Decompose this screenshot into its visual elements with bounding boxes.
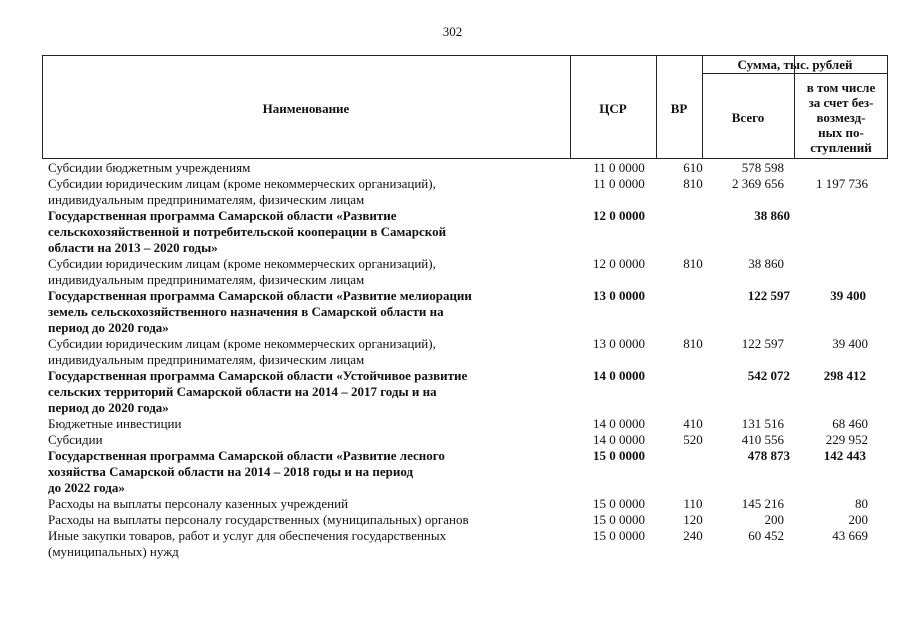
- table-row: [42, 496, 888, 512]
- row-name-line: земель сельскохозяйственного назначения в Самарской области на: [48, 304, 444, 319]
- table-row: [42, 256, 888, 288]
- header-grant: [794, 74, 888, 160]
- header-csr: ЦСР: [599, 100, 627, 116]
- row-vr: 410: [683, 416, 703, 431]
- row-vr: 810: [683, 336, 703, 351]
- row-csr: 11 0 0000: [593, 176, 645, 191]
- table-row: [42, 416, 888, 432]
- row-csr: 13 0 0000: [593, 336, 645, 351]
- row-total: 200: [764, 512, 784, 527]
- row-name-line: Государственная программа Самарской области «Устойчивое развитие: [48, 368, 468, 383]
- row-grant: 298 412: [823, 368, 866, 383]
- table-row: [42, 448, 888, 496]
- row-csr: 15 0 0000: [593, 512, 645, 527]
- header-grant-line: ступлений: [810, 139, 872, 155]
- row-csr: 11 0 0000: [593, 160, 645, 175]
- row-name-line: Субсидии юридическим лицам (кроме некоммерческих организаций),: [48, 256, 436, 271]
- row-vr: 240: [683, 528, 703, 543]
- row-total: 145 216: [741, 496, 784, 511]
- row-name: [42, 160, 570, 176]
- row-name-line: до 2022 года»: [48, 480, 125, 495]
- row-name-line: Субсидии юридическим лицам (кроме некоммерческих организаций),: [48, 336, 436, 351]
- row-name-line: период до 2020 года»: [48, 400, 169, 415]
- row-name-line: (муниципальных) нужд: [48, 544, 179, 559]
- row-grant: 142 443: [823, 448, 866, 463]
- table-row: [42, 432, 888, 448]
- row-name: [42, 336, 570, 368]
- row-name-line: индивидуальным предпринимателям, физическим лицам: [48, 192, 365, 207]
- row-name-line: хозяйства Самарской области на 2014 – 2018 годы и на период: [48, 464, 414, 479]
- row-total: 542 072: [747, 368, 790, 383]
- row-name-line: Расходы на выплаты персоналу казенных учреждений: [48, 496, 349, 511]
- row-name: [42, 416, 570, 432]
- row-name: [42, 208, 570, 256]
- row-total: 2 369 656: [732, 176, 784, 191]
- row-vr: 120: [683, 512, 703, 527]
- row-vr: [668, 208, 718, 256]
- row-name: [42, 368, 570, 416]
- row-csr: 14 0 0000: [593, 432, 645, 447]
- header-grant-line: в том числе: [806, 79, 876, 95]
- row-grant: [810, 208, 888, 256]
- header-grant-line: за счет без-: [808, 94, 874, 110]
- row-name-line: Государственная программа Самарской области «Развитие лесного: [48, 448, 445, 463]
- row-grant: 39 400: [830, 288, 866, 303]
- row-csr: 15 0 0000: [593, 448, 645, 463]
- row-csr: 12 0 0000: [593, 208, 645, 223]
- header-grant-line: возмезд-: [816, 109, 866, 125]
- row-name-line: сельскохозяйственной и потребительской кооперации в Самарской: [48, 224, 447, 239]
- row-total: 478 873: [747, 448, 790, 463]
- row-vr: 810: [683, 256, 703, 271]
- row-csr: 15 0 0000: [593, 528, 645, 543]
- header-grant-line: ных по-: [818, 124, 864, 140]
- table-header: [42, 55, 888, 159]
- row-name: [42, 496, 570, 512]
- row-total: 38 860: [754, 208, 790, 223]
- row-name-line: индивидуальным предпринимателям, физическим лицам: [48, 352, 365, 367]
- row-name-line: период до 2020 года»: [48, 320, 169, 335]
- row-name-line: Субсидии юридическим лицам (кроме некоммерческих организаций),: [48, 176, 436, 191]
- row-name: [42, 448, 570, 496]
- row-grant: [810, 160, 888, 176]
- row-total: 410 556: [741, 432, 784, 447]
- header-sum: Сумма, тыс. рублей: [737, 57, 853, 72]
- row-grant: 39 400: [832, 336, 868, 351]
- row-grant: 1 197 736: [816, 176, 868, 191]
- row-name-line: сельских территорий Самарской области на 2014 – 2017 годы и на: [48, 384, 437, 399]
- row-grant: 80: [855, 496, 868, 511]
- row-csr: 13 0 0000: [593, 288, 645, 303]
- header-total: Всего: [731, 109, 765, 125]
- row-name-line: Государственная программа Самарской области «Развитие: [48, 208, 397, 223]
- row-total: 122 597: [741, 336, 784, 351]
- row-csr: 12 0 0000: [593, 256, 645, 271]
- row-name-line: области на 2013 – 2020 годы»: [48, 240, 218, 255]
- row-name: [42, 256, 570, 288]
- row-name-line: Субсидии бюджетным учреждениям: [48, 160, 251, 175]
- table-row: [42, 336, 888, 368]
- row-total: 38 860: [748, 256, 784, 271]
- row-csr: 14 0 0000: [593, 416, 645, 431]
- row-grant: [810, 256, 888, 288]
- row-csr: 15 0 0000: [593, 496, 645, 511]
- row-name: [42, 512, 570, 528]
- table-row: [42, 160, 888, 176]
- table-row: [42, 176, 888, 208]
- row-vr: 520: [683, 432, 703, 447]
- row-name-line: Субсидии: [48, 432, 103, 447]
- table-row: [42, 368, 888, 416]
- row-name: [42, 176, 570, 208]
- row-vr: [668, 288, 718, 336]
- row-vr: 810: [683, 176, 703, 191]
- row-total: 578 598: [741, 160, 784, 175]
- row-total: 131 516: [741, 416, 784, 431]
- row-name: [42, 288, 570, 336]
- row-vr: 110: [683, 496, 703, 511]
- row-grant: 229 952: [825, 432, 868, 447]
- row-name-line: Расходы на выплаты персоналу государственных (муниципальных) органов: [48, 512, 469, 527]
- row-vr: [668, 448, 718, 496]
- row-csr: 14 0 0000: [593, 368, 645, 383]
- page-number: 302: [442, 24, 463, 39]
- row-grant: 43 669: [832, 528, 868, 543]
- header-vr: ВР: [670, 100, 688, 116]
- row-name: [42, 432, 570, 448]
- row-vr: 610: [683, 160, 703, 175]
- table-row: [42, 528, 888, 560]
- row-grant: 200: [848, 512, 868, 527]
- row-name-line: индивидуальным предпринимателям, физическим лицам: [48, 272, 365, 287]
- row-name-line: Государственная программа Самарской области «Развитие мелиорации: [48, 288, 472, 303]
- header-name: Наименование: [262, 100, 350, 116]
- table-body: [42, 160, 888, 560]
- row-name: [42, 528, 570, 560]
- row-name-line: Иные закупки товаров, работ и услуг для обеспечения государственных: [48, 528, 447, 543]
- row-vr: [668, 368, 718, 416]
- row-total: 122 597: [747, 288, 790, 303]
- table-row: [42, 208, 888, 256]
- table-row: [42, 512, 888, 528]
- row-total: 60 452: [748, 528, 784, 543]
- table-row: [42, 288, 888, 336]
- row-name-line: Бюджетные инвестиции: [48, 416, 182, 431]
- row-grant: 68 460: [832, 416, 868, 431]
